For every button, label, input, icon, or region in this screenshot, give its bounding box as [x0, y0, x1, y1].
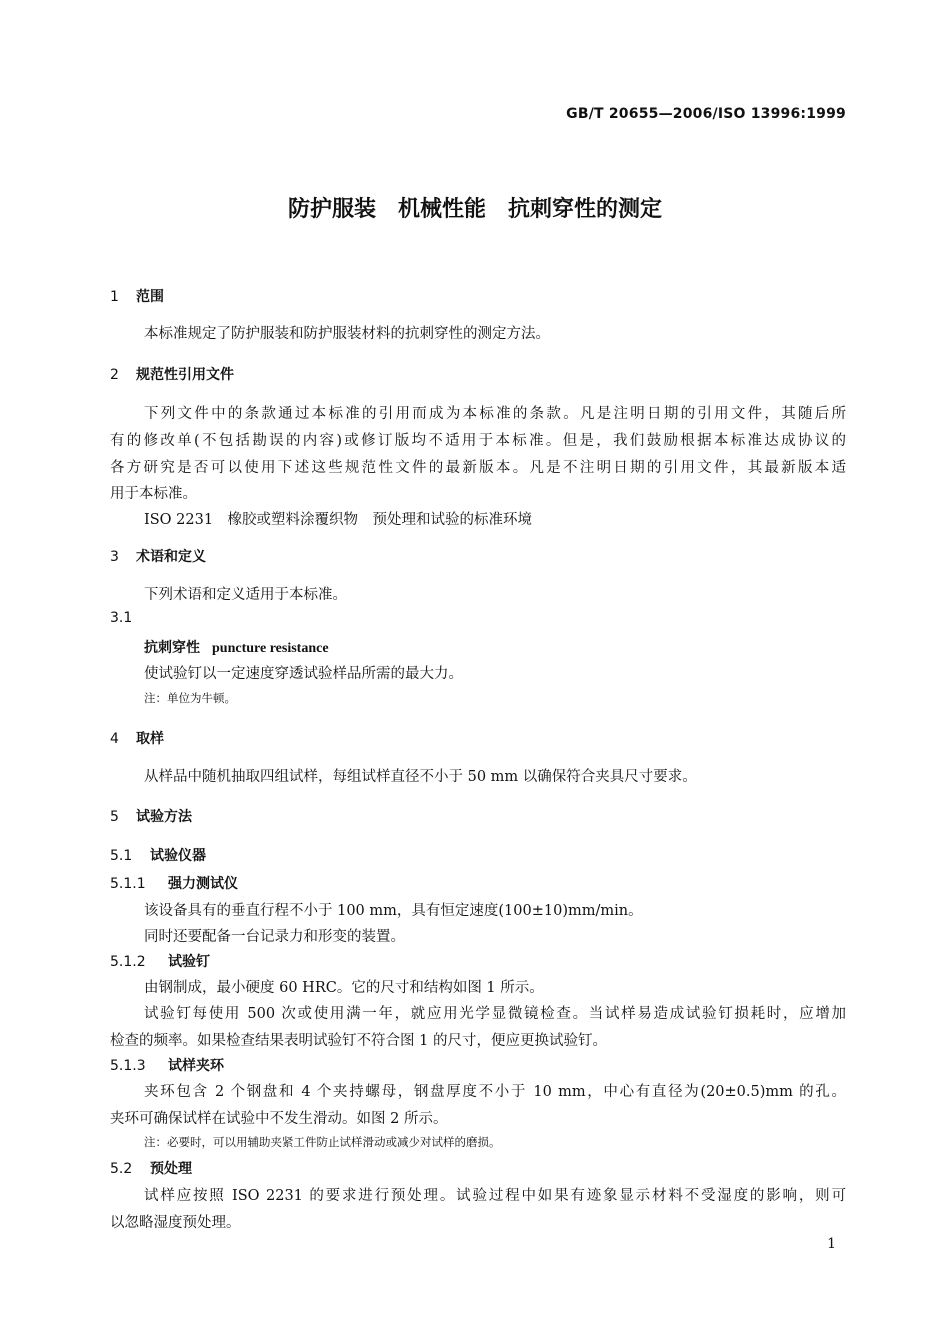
section-number: 5 — [110, 809, 119, 825]
subsection-5-1-heading — [110, 845, 206, 865]
subsection-number: 5.1.2 — [110, 954, 146, 970]
subsection-5-1-2-paragraph-line: 试验钉每使用 500 次或使用满一年，就应用光学显微镜检查。当试样易造成试验钉损耗时，应增加 — [144, 1006, 846, 1022]
page-number: 1 — [827, 1236, 836, 1252]
subsection-title: 试验钉 — [168, 954, 210, 970]
section-title: 试验方法 — [136, 809, 192, 825]
subsection-5-2-paragraph-line: 试样应按照 ISO 2231 的要求进行预处理。试验过程中如果有迹象显示材料不受湿度的影响，则可 — [144, 1188, 846, 1204]
section-number: 2 — [110, 367, 119, 383]
subsection-number: 5.2 — [110, 1161, 133, 1177]
subsection-5-1-3-paragraph-line: 夹环包含 2 个钢盘和 4 个夹持螺母，钢盘厚度不小于 10 mm，中心有直径为(20±0.5)mm 的孔。 — [144, 1084, 846, 1100]
subsection-number: 5.1.1 — [110, 876, 146, 892]
section-2-paragraph-line: 下列文件中的条款通过本标准的引用而成为本标准的条款。凡是注明日期的引用文件，其随后所 — [144, 406, 846, 422]
section-number: 3 — [110, 549, 119, 565]
subsection-5-1-2-paragraph-line: 检查的频率。如果检查结果表明试验钉不符合图 1 的尺寸，便应更换试验钉。 — [110, 1033, 607, 1049]
section-2-paragraph-line: 有的修改单(不包括勘误的内容)或修订版均不适用于本标准。但是，我们鼓励根据本标准达成协议的 — [110, 433, 846, 449]
normative-reference: ISO 2231 橡胶或塑料涂覆织物 预处理和试验的标准环境 — [144, 512, 533, 528]
subsection-5-2-heading — [110, 1158, 192, 1178]
section-2-heading — [110, 364, 234, 384]
subsection-5-1-1-paragraph: 同时还要配备一台记录力和形变的装置。 — [144, 929, 405, 945]
term-chinese: 抗刺穿性 — [144, 640, 200, 656]
subsection-5-1-2-paragraph: 由钢制成，最小硬度 60 HRC。它的尺寸和结构如图 1 所示。 — [144, 980, 544, 996]
section-number: 1 — [110, 289, 119, 305]
subsection-3-1-number: 3.1 — [110, 610, 133, 626]
section-2-paragraph-line: 用于本标准。 — [110, 486, 197, 502]
section-1-paragraph: 本标准规定了防护服装和防护服装材料的抗刺穿性的测定方法。 — [144, 326, 550, 342]
subsection-number: 5.1.3 — [110, 1058, 146, 1074]
subsection-title: 预处理 — [150, 1161, 192, 1177]
term-definition: 使试验钉以一定速度穿透试验样品所需的最大力。 — [144, 666, 463, 682]
subsection-title: 试样夹环 — [168, 1058, 224, 1074]
section-title: 范围 — [136, 289, 164, 305]
section-4-paragraph: 从样品中随机抽取四组试样，每组试样直径不小于 50 mm 以确保符合夹具尺寸要求。 — [144, 769, 697, 785]
subsection-5-1-2-heading — [110, 951, 210, 971]
subsection-5-1-3-paragraph-line: 夹环可确保试样在试验中不发生滑动。如图 2 所示。 — [110, 1111, 448, 1127]
section-2-paragraph-line: 各方研究是否可以使用下述这些规范性文件的最新版本。凡是不注明日期的引用文件，其最新版本适 — [110, 460, 846, 476]
subsection-5-1-1-heading — [110, 873, 238, 893]
term-entry — [144, 637, 329, 657]
term-note: 注：单位为牛顿。 — [144, 691, 236, 705]
section-title: 规范性引用文件 — [136, 367, 234, 383]
section-3-heading — [110, 546, 206, 566]
section-3-paragraph: 下列术语和定义适用于本标准。 — [144, 587, 347, 603]
subsection-5-1-3-note: 注：必要时，可以用辅助夹紧工件防止试样滑动或减少对试样的磨损。 — [144, 1135, 501, 1149]
subsection-title: 强力测试仪 — [168, 876, 238, 892]
section-1-heading — [110, 286, 164, 306]
term-english: puncture resistance — [212, 641, 329, 656]
document-title: 防护服装 机械性能 抗刺穿性的测定 — [287, 197, 662, 222]
subsection-number: 5.1 — [110, 848, 133, 864]
subsection-5-2-paragraph-line: 以忽略湿度预处理。 — [110, 1215, 241, 1231]
section-4-heading — [110, 728, 164, 748]
subsection-title: 试验仪器 — [150, 848, 206, 864]
section-title: 取样 — [136, 731, 164, 747]
section-title: 术语和定义 — [136, 549, 206, 565]
section-5-heading — [110, 806, 192, 826]
standard-code: GB/T 20655—2006/ISO 13996:1999 — [566, 106, 846, 122]
subsection-5-1-1-paragraph: 该设备具有的垂直行程不小于 100 mm，具有恒定速度(100±10)mm/min。 — [144, 903, 643, 919]
subsection-5-1-3-heading — [110, 1055, 224, 1075]
section-number: 4 — [110, 731, 119, 747]
